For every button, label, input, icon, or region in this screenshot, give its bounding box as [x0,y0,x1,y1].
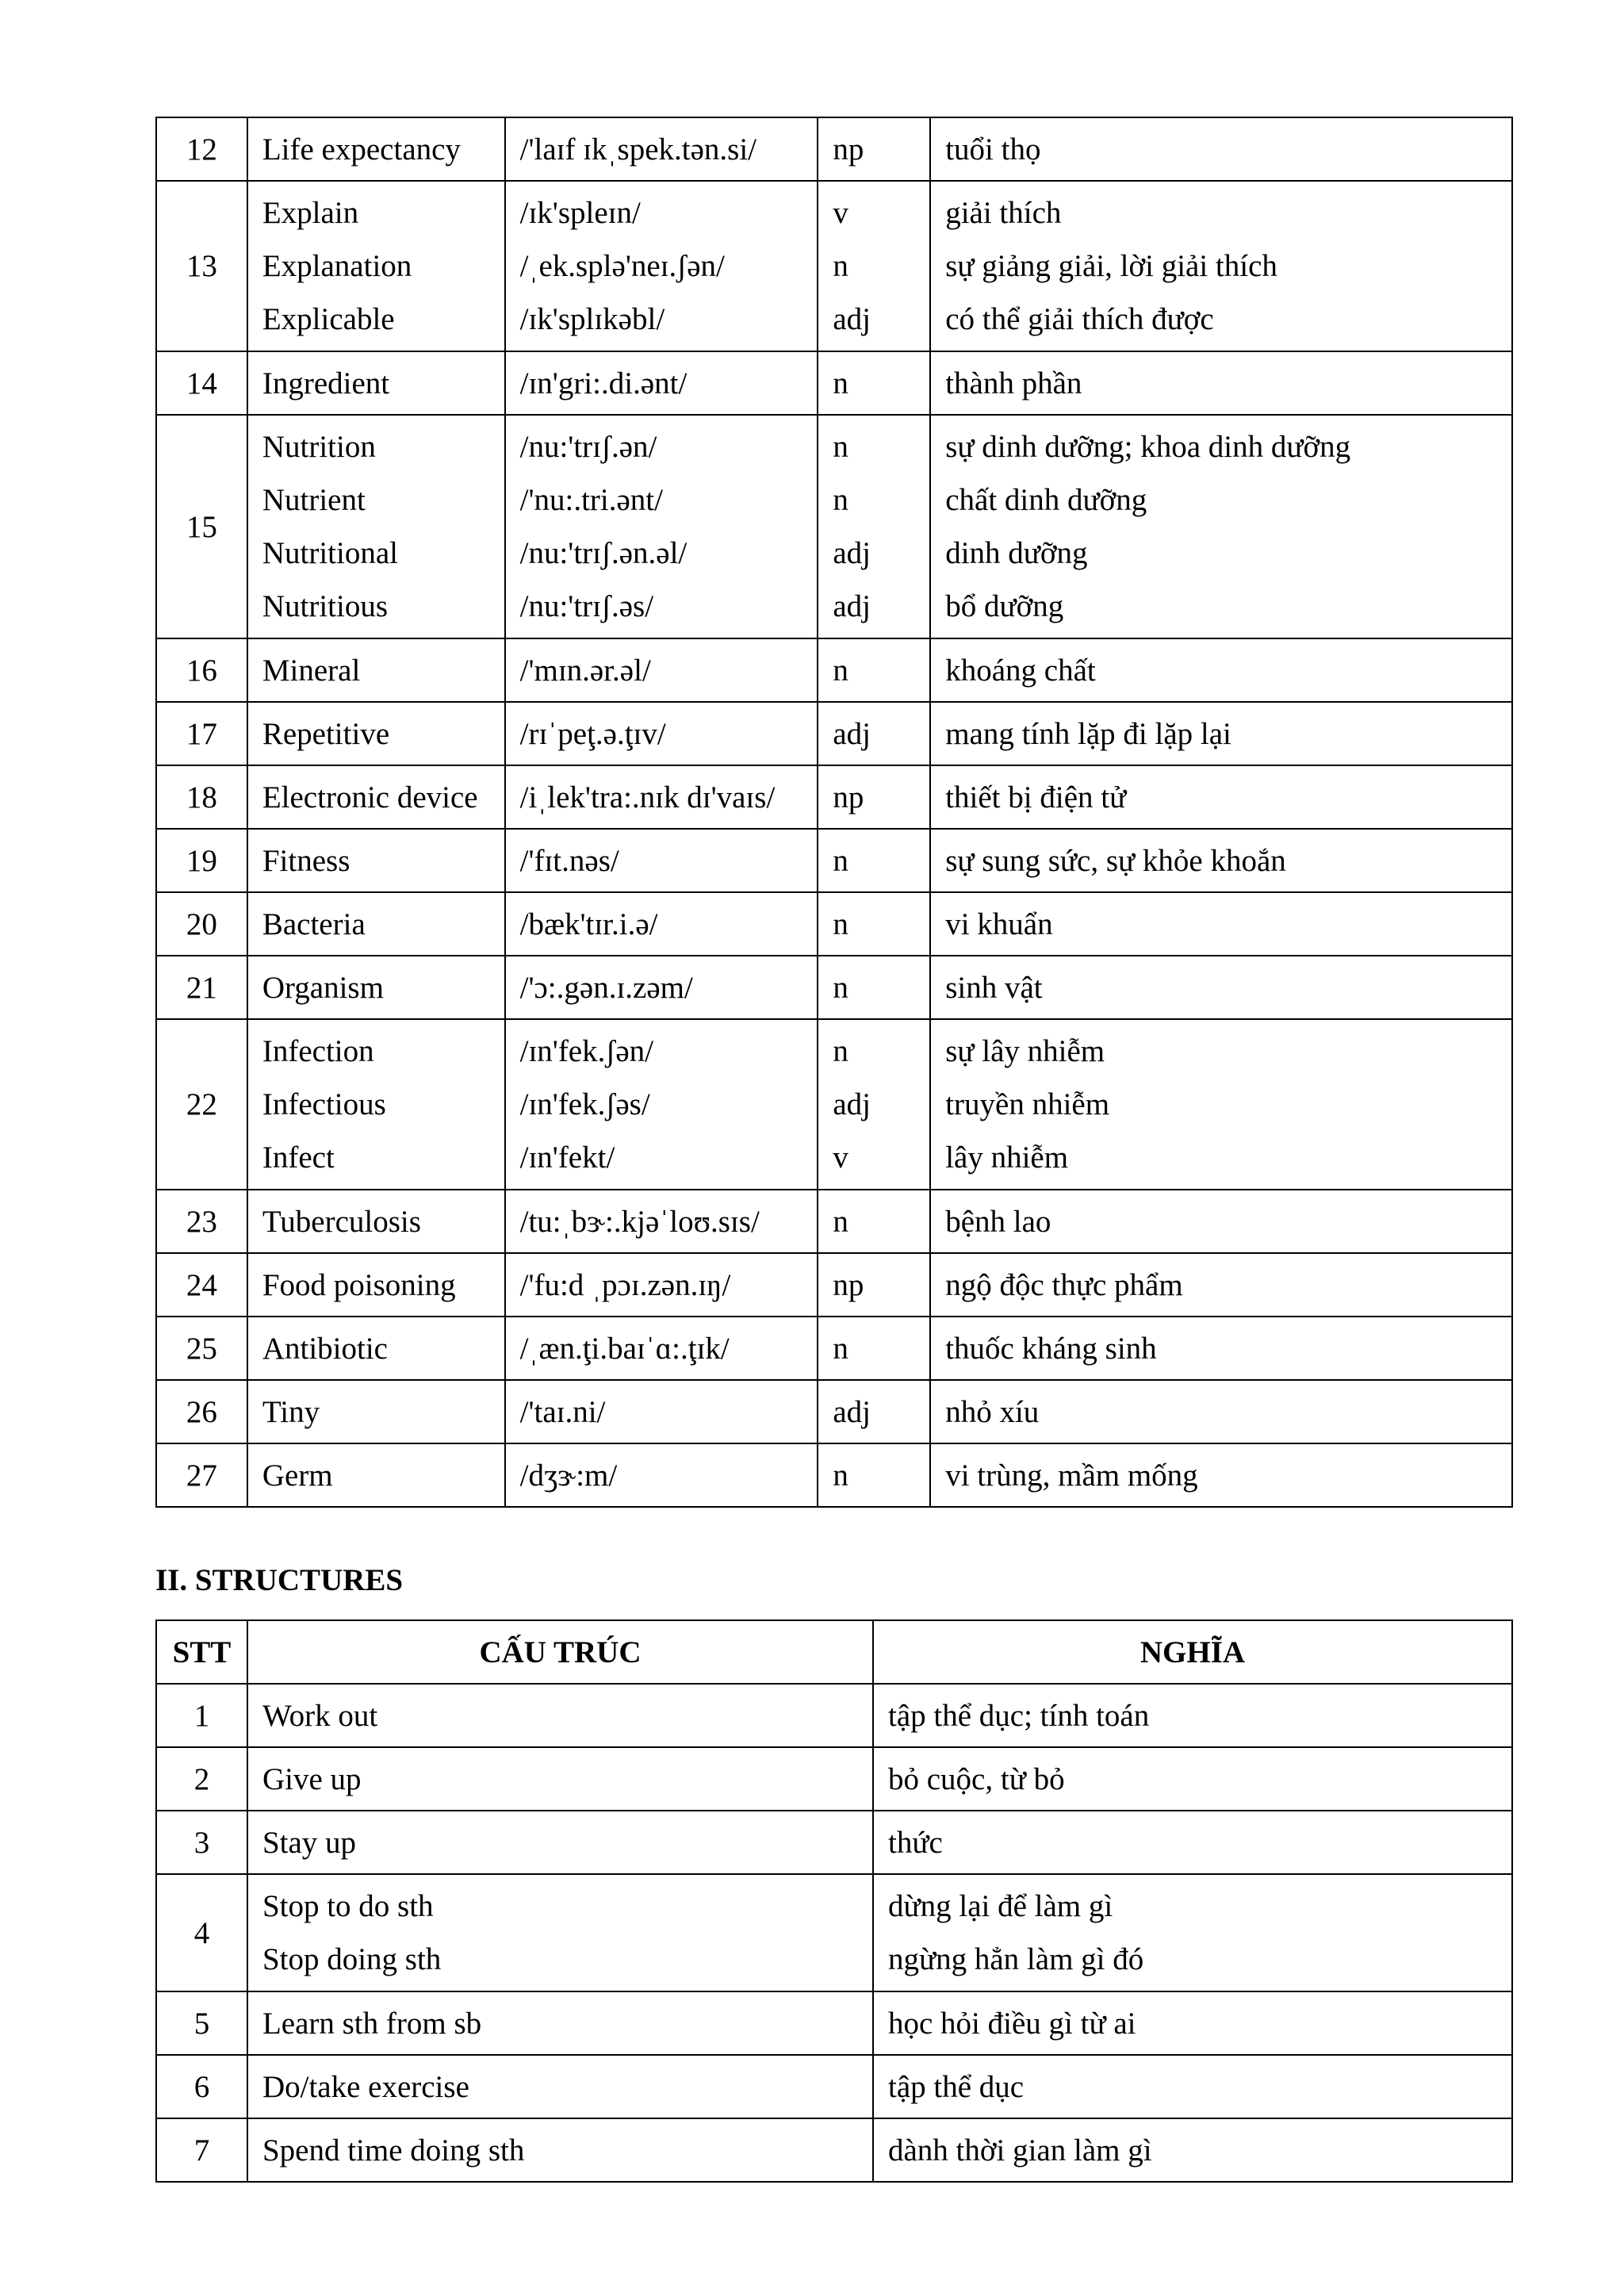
pos-cell-line: adj [833,536,871,570]
structure-cell [247,1991,873,2055]
meaning-cell-line: sinh vật [945,970,1043,1005]
meaning-cell-line: bổ dưỡng [945,589,1064,623]
structure-cell [247,1874,873,1991]
pos-cell-line: np [833,780,864,815]
table-row [156,1253,1512,1317]
pos-cell [818,765,930,829]
meaning-cell [873,2118,1512,2182]
pos-cell-line: n [833,843,848,878]
meaning-cell-line: sự giảng giải, lời giải thích [945,249,1277,283]
table-row [156,892,1512,956]
ipa-cell-line: /dʒɝ:m/ [519,1458,618,1493]
structure-cell-line: Work out [262,1698,378,1733]
table-row [156,829,1512,892]
table-row [156,1019,1512,1190]
vocabulary-table-body [156,117,1512,1507]
pos-cell [818,415,930,638]
table-row [156,2055,1512,2118]
ipa-cell-line: /ˌek.splə'neɪ.ʃən/ [519,249,725,283]
ipa-cell [505,1380,818,1443]
word-cell-line: Food poisoning [262,1267,456,1302]
meaning-cell-line: bệnh lao [945,1204,1051,1239]
pos-cell-line: n [833,430,848,464]
pos-cell [818,638,930,702]
pos-cell-line: n [833,1204,848,1239]
row-number: 13 [156,181,247,351]
structures-table [155,1619,1513,2183]
table-row [156,1380,1512,1443]
ipa-cell-line: /ˌæn.ţi.baɪˈɑ:.ţɪk/ [519,1331,730,1366]
row-number: 26 [156,1380,247,1443]
word-cell-line: Fitness [262,843,350,878]
meaning-cell [930,415,1512,638]
pos-cell-line: n [833,653,848,688]
meaning-cell-line: sự sung sức, sự khỏe khoắn [945,843,1286,878]
ipa-cell [505,181,818,351]
meaning-cell-line: tập thể dục; tính toán [887,1698,1150,1733]
pos-cell-line: np [833,1267,864,1302]
structure-cell [247,2055,873,2118]
pos-cell-line: np [833,132,864,167]
meaning-cell-line: khoáng chất [945,653,1096,688]
ipa-cell-line: /tu:ˌbɝ:.kjəˈloʊ.sɪs/ [519,1204,760,1239]
meaning-cell [873,1747,1512,1811]
word-cell [247,1317,505,1380]
meaning-cell-line: lây nhiễm [945,1140,1069,1175]
word-cell-line: Nutritional [262,536,398,570]
row-number: 15 [156,415,247,638]
ipa-cell-line: /'nu:.tri.ənt/ [519,483,663,517]
pos-cell [818,829,930,892]
word-cell [247,1190,505,1253]
pos-cell-line: n [833,970,848,1005]
ipa-cell-line: /rɪˈpeţ.ə.ţɪv/ [519,716,666,751]
ipa-cell [505,117,818,181]
ipa-cell-line: /bæk'tɪr.i.ə/ [519,907,658,941]
meaning-cell-line: thuốc kháng sinh [945,1331,1157,1366]
structure-cell-line: Stop to do sth [262,1889,434,1923]
word-cell-line: Infect [262,1140,335,1175]
meaning-cell [930,1317,1512,1380]
structure-cell [247,1684,873,1747]
meaning-cell [930,1443,1512,1507]
meaning-cell-line: thức [887,1825,943,1860]
meaning-cell-line: sự dinh dưỡng; khoa dinh dưỡng [945,430,1351,464]
meaning-cell [930,1380,1512,1443]
table-row [156,1190,1512,1253]
table-row [156,2118,1512,2182]
word-cell [247,415,505,638]
ipa-cell-line: /'ɔ:.gən.ɪ.zəm/ [519,970,693,1005]
ipa-cell-line: /ɪn'fek.ʃəs/ [519,1087,650,1121]
table-row [156,765,1512,829]
ipa-cell-line: /ɪk'spleɪn/ [519,196,641,230]
pos-cell [818,1253,930,1317]
table-row [156,956,1512,1019]
ipa-cell [505,351,818,415]
table-row [156,1811,1512,1874]
ipa-cell [505,1253,818,1317]
table-row [156,1684,1512,1747]
word-cell-line: Life expectancy [262,132,461,167]
row-number: 2 [156,1747,247,1811]
meaning-cell [930,892,1512,956]
table-row [156,117,1512,181]
word-cell [247,638,505,702]
ipa-cell [505,1019,818,1190]
ipa-cell-line: /'taɪ.ni/ [519,1394,606,1429]
table-row [156,702,1512,765]
meaning-cell [930,117,1512,181]
word-cell-line: Mineral [262,653,361,688]
pos-cell [818,1317,930,1380]
ipa-cell-line: /'laɪf ɪkˌspek.tən.si/ [519,132,757,167]
ipa-cell [505,892,818,956]
ipa-cell [505,765,818,829]
pos-cell-line: n [833,366,848,401]
header-structure: CẤU TRÚC [247,1620,873,1684]
word-cell [247,1019,505,1190]
meaning-cell-line: ngừng hẳn làm gì đó [887,1942,1144,1976]
row-number: 14 [156,351,247,415]
ipa-cell [505,415,818,638]
word-cell-line: Antibiotic [262,1331,388,1366]
meaning-cell-line: tuổi thọ [945,132,1041,167]
ipa-cell-line: /nu:'trɪʃ.ən.əl/ [519,536,688,570]
meaning-cell [930,956,1512,1019]
structure-cell [247,1811,873,1874]
word-cell-line: Germ [262,1458,333,1493]
row-number: 1 [156,1684,247,1747]
table-row [156,1747,1512,1811]
table-row [156,1317,1512,1380]
table-row [156,351,1512,415]
ipa-cell [505,638,818,702]
word-cell-line: Electronic device [262,780,478,815]
structure-cell-line: Spend time doing sth [262,2133,525,2168]
header-stt: STT [156,1620,247,1684]
table-row [156,181,1512,351]
word-cell-line: Bacteria [262,907,366,941]
word-cell [247,181,505,351]
pos-cell [818,892,930,956]
pos-cell [818,117,930,181]
meaning-cell [930,1190,1512,1253]
ipa-cell-line: /nu:'trɪʃ.ən/ [519,430,657,464]
header-meaning: NGHĨA [873,1620,1512,1684]
meaning-cell [930,181,1512,351]
row-number: 25 [156,1317,247,1380]
row-number: 6 [156,2055,247,2118]
structure-cell [247,2118,873,2182]
table-row [156,1991,1512,2055]
word-cell-line: Repetitive [262,716,390,751]
ipa-cell-line: /nu:'trɪʃ.əs/ [519,589,654,623]
meaning-cell-line: học hỏi điều gì từ ai [887,2006,1136,2041]
meaning-cell [930,1019,1512,1190]
meaning-cell-line: dành thời gian làm gì [887,2133,1152,2168]
meaning-cell-line: mang tính lặp đi lặp lại [945,716,1231,751]
table-row [156,1443,1512,1507]
meaning-cell [930,765,1512,829]
pos-cell [818,1380,930,1443]
meaning-cell [930,1253,1512,1317]
pos-cell [818,1190,930,1253]
meaning-cell [873,1874,1512,1991]
meaning-cell-line: thiết bị điện tử [945,780,1127,815]
row-number: 22 [156,1019,247,1190]
word-cell [247,1443,505,1507]
ipa-cell [505,702,818,765]
word-cell [247,702,505,765]
structure-cell-line: Learn sth from sb [262,2006,482,2041]
ipa-cell [505,829,818,892]
ipa-cell-line: /ɪn'fek.ʃən/ [519,1034,654,1068]
pos-cell-line: v [833,196,848,230]
pos-cell [818,1019,930,1190]
pos-cell-line: adj [833,716,871,751]
meaning-cell-line: thành phần [945,366,1082,401]
meaning-cell [873,1684,1512,1747]
word-cell-line: Tuberculosis [262,1204,421,1239]
word-cell-line: Nutrition [262,430,376,464]
meaning-cell [930,351,1512,415]
ipa-cell-line: /ɪn'fekt/ [519,1140,615,1175]
meaning-cell-line: truyền nhiễm [945,1087,1110,1121]
row-number: 3 [156,1811,247,1874]
meaning-cell [930,702,1512,765]
word-cell [247,1253,505,1317]
ipa-cell [505,1190,818,1253]
structure-cell-line: Stay up [262,1825,357,1860]
meaning-cell-line: vi trùng, mầm mống [945,1458,1198,1493]
ipa-cell-line: /ɪk'splɪkəbl/ [519,302,665,336]
meaning-cell-line: ngộ độc thực phẩm [945,1267,1183,1302]
word-cell-line: Organism [262,970,384,1005]
meaning-cell-line: bỏ cuộc, từ bỏ [887,1761,1065,1796]
structure-cell-line: Stop doing sth [262,1942,442,1976]
ipa-cell-line: /ɪn'gri:.di.ənt/ [519,366,688,401]
section-title: II. STRUCTURES [155,1563,404,1597]
structure-cell-line: Do/take exercise [262,2069,469,2104]
pos-cell-line: n [833,249,848,283]
ipa-cell-line: /iˌlek'tra:.nɪk dɪ'vaɪs/ [519,780,776,815]
meaning-cell-line: vi khuẩn [945,907,1053,941]
pos-cell [818,956,930,1019]
meaning-cell [873,1811,1512,1874]
ipa-cell-line: /'mɪn.ər.əl/ [519,653,651,688]
meaning-cell-line: có thể giải thích được [945,302,1214,336]
pos-cell-line: n [833,1034,848,1068]
meaning-cell [873,2055,1512,2118]
word-cell [247,829,505,892]
meaning-cell [930,638,1512,702]
pos-cell [818,1443,930,1507]
table-row [156,638,1512,702]
meaning-cell [873,1991,1512,2055]
row-number: 20 [156,892,247,956]
pos-cell-line: v [833,1140,848,1175]
pos-cell-line: n [833,1331,848,1366]
structures-header-row [156,1620,1512,1684]
ipa-cell [505,1317,818,1380]
pos-cell [818,181,930,351]
word-cell-line: Explicable [262,302,395,336]
meaning-cell [930,829,1512,892]
ipa-cell-line: /'fu:d ˌpɔɪ.zən.ɪŋ/ [519,1267,731,1302]
meaning-cell-line: giải thích [945,196,1062,230]
word-cell-line: Explain [262,196,359,230]
meaning-cell-line: dinh dưỡng [945,536,1088,570]
pos-cell-line: n [833,1458,848,1493]
pos-cell-line: adj [833,589,871,623]
row-number: 18 [156,765,247,829]
row-number: 12 [156,117,247,181]
word-cell-line: Nutritious [262,589,389,623]
ipa-cell-line: /'fɪt.nəs/ [519,843,619,878]
row-number: 24 [156,1253,247,1317]
row-number: 19 [156,829,247,892]
structure-cell-line: Give up [262,1761,362,1796]
pos-cell-line: n [833,483,848,517]
row-number: 16 [156,638,247,702]
row-number: 7 [156,2118,247,2182]
meaning-cell-line: sự lây nhiễm [945,1034,1105,1068]
word-cell [247,956,505,1019]
meaning-cell-line: tập thể dục [887,2069,1025,2104]
structures-table-body [156,1684,1512,2182]
word-cell-line: Explanation [262,249,412,283]
meaning-cell-line: chất dinh dưỡng [945,483,1147,517]
word-cell [247,1380,505,1443]
ipa-cell [505,1443,818,1507]
pos-cell-line: adj [833,1087,871,1121]
word-cell [247,117,505,181]
table-row [156,415,1512,638]
vocabulary-table [155,117,1513,1508]
pos-cell [818,351,930,415]
ipa-cell [505,956,818,1019]
row-number: 5 [156,1991,247,2055]
word-cell-line: Tiny [262,1394,320,1429]
row-number: 17 [156,702,247,765]
row-number: 21 [156,956,247,1019]
word-cell-line: Infection [262,1034,374,1068]
word-cell [247,351,505,415]
word-cell [247,765,505,829]
row-number: 23 [156,1190,247,1253]
word-cell [247,892,505,956]
meaning-cell-line: dừng lại để làm gì [887,1889,1113,1923]
pos-cell-line: adj [833,302,871,336]
meaning-cell-line: nhỏ xíu [945,1394,1040,1429]
row-number: 27 [156,1443,247,1507]
pos-cell [818,702,930,765]
row-number: 4 [156,1874,247,1991]
pos-cell-line: n [833,907,848,941]
word-cell-line: Ingredient [262,366,390,401]
pos-cell-line: adj [833,1394,871,1429]
structure-cell [247,1747,873,1811]
table-row [156,1874,1512,1991]
word-cell-line: Infectious [262,1087,386,1121]
word-cell-line: Nutrient [262,483,366,517]
